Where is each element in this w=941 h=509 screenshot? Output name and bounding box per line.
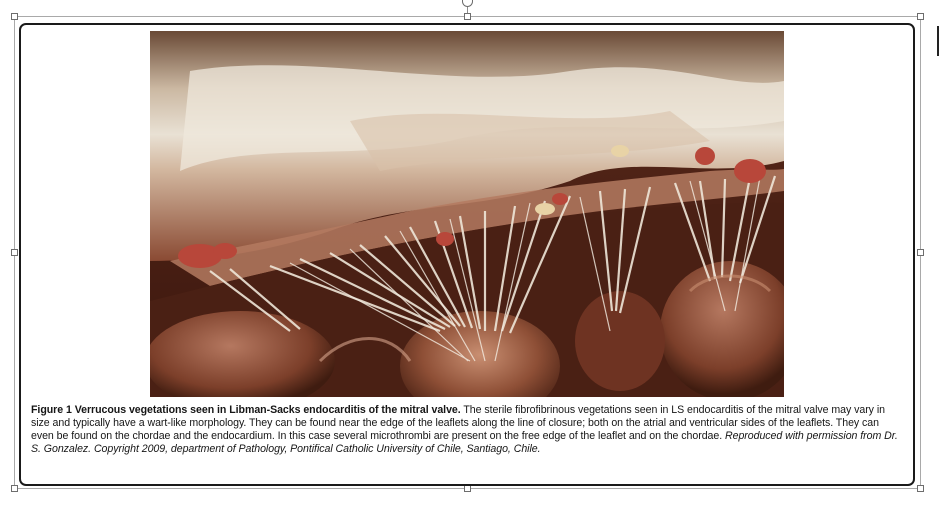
resize-handle-left[interactable]: [11, 249, 18, 256]
mitral-valve-photo: [150, 31, 784, 397]
rotate-handle-icon[interactable]: [462, 0, 473, 7]
caption-lead: Figure 1 Verrucous vegetations seen in Libman-Sacks endocarditis of the mitral valve.: [31, 404, 461, 416]
scroll-edge-marker: [937, 26, 939, 56]
resize-handle-bottom-left[interactable]: [11, 485, 18, 492]
resize-handle-bottom[interactable]: [464, 485, 471, 492]
caption-body: The sterile fibrofibrinous vegetations seen in LS endocarditis of the mitral valve may vary in size and typically have a wart-like morphology. They can be found near the edge of the leaflets along the line of closure; both on the atrial and ventricular sides of the leaflets. They can even be found on the chordae and the endocardium. In this case several microthrombi are present on the free edge of the leaflet and on the chordae.: [31, 404, 885, 443]
resize-handle-bottom-right[interactable]: [917, 485, 924, 492]
resize-handle-right[interactable]: [917, 249, 924, 256]
resize-handle-top-left[interactable]: [11, 13, 18, 20]
figure-caption: [31, 404, 903, 456]
caption-credit: Reproduced with permission from Dr. S. Gonzalez. Copyright 2009, department of Pathology, Pontifical Catholic University of Chile, Santiago, Chile.: [31, 430, 898, 456]
resize-handle-top[interactable]: [464, 13, 471, 20]
resize-handle-top-right[interactable]: [917, 13, 924, 20]
